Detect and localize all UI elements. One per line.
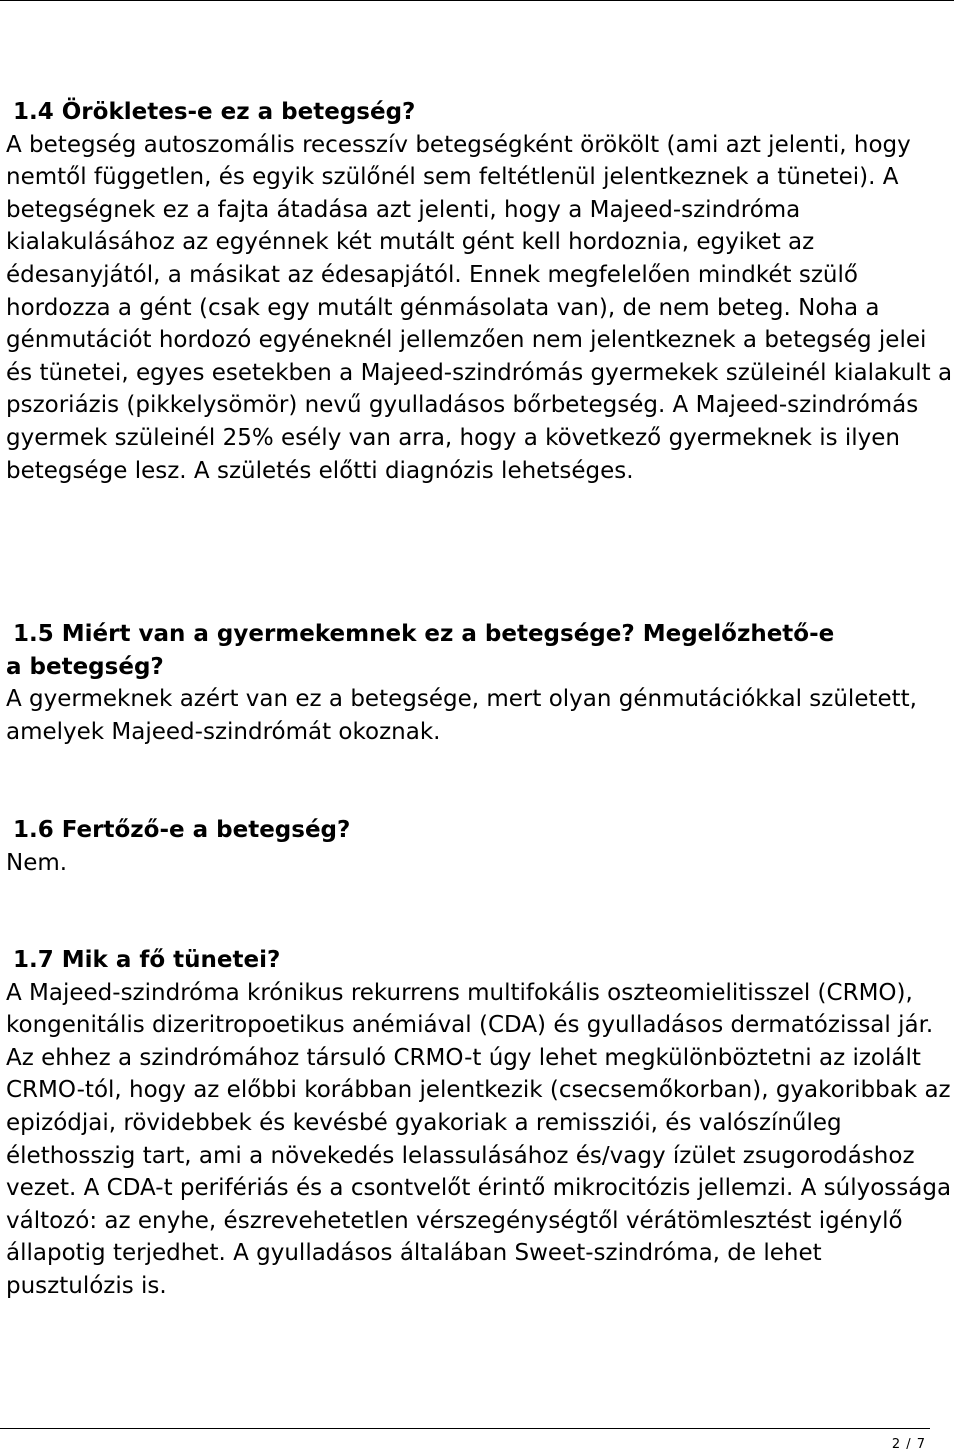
footer-rule (0, 1428, 930, 1429)
section-body: Nem. (6, 849, 68, 876)
section-1-5 (6, 618, 956, 748)
section-1-4 (6, 96, 956, 487)
section-heading: 1.7 Mik a fő tünetei? (13, 947, 281, 973)
section-heading: 1.6 Fertőző-e a betegség? (13, 817, 351, 843)
section-heading (6, 618, 956, 683)
section-1-7 (6, 944, 956, 1303)
section-body: A betegség autoszomális recesszív betegségként örökölt (ami azt jelenti, hogy nemtől független, és egyik szülőnél sem feltétlenül jelentkeznek a tünetei). A betegségnek ez a fajta átadása azt jelenti, hogy a Majeed-szindróma kialakulásához az egyénnek két mutált gént kell hordoznia, egyiket az édesanyjától, a másikat az édesapjától. Ennek megfelelően mindkét szülő hordozza a gént (csak egy mutált génmásolata van), de nem beteg. Noha a génmutációt hordozó egyéneknél jellemzően nem jelentkeznek a betegség jelei és tünetei, egyes esetekben a Majeed-szindrómás gyermekek szüleinél kialakult a pszoriázis (pikkelysömör) nevű gyulladásos bőrbetegség. A Majeed-szindrómás gyermek szüleinél 25% esély van arra, hogy a következő gyermeknek is ilyen betegsége lesz. A születés előtti diagnózis lehetséges. (6, 131, 953, 484)
section-heading-line-2: a betegség? (6, 653, 164, 680)
section-body: A Majeed-szindróma krónikus rekurrens multifokális oszteomielitisszel (CRMO), kongenitális dizeritropoetikus anémiával (CDA) és gyulladásos dermatózissal jár. Az ehhez a szindrómához társuló CRMO-t úgy lehet megkülönböztetni az izolált CRMO-tól, hogy az előbbi korábban jelentkezik (csecsemőkorban), gyakoribbak az epizódjai, rövidebbek és kevésbé gyakoriak a remissziói, és valószínűleg élethosszig tart, ami a növekedés lelassulásához és/vagy ízület zsugorodáshoz vezet. A CDA-t perifériás és a csontvelőt érintő mikrocitózis jellemzi. A súlyossága változó: az enyhe, észrevehetetlen vérszegénységtől vérátömlesztést igénylő állapotig terjedhet. A gyulladásos általában Sweet-szindróma, de lehet pusztulózis is. (6, 979, 952, 1299)
section-heading-line-1: 1.5 Miért van a gyermekemnek ez a betegsége? Megelőzhető-e (13, 621, 835, 647)
page-number: 2 / 7 (891, 1437, 926, 1452)
top-rule (0, 0, 954, 1)
section-heading: 1.4 Örökletes-e ez a betegség? (13, 99, 416, 125)
section-body: A gyermeknek azért van ez a betegsége, mert olyan génmutációkkal született, amelyek Majeed-szindrómát okoznak. (6, 686, 917, 745)
section-1-6 (6, 814, 956, 879)
